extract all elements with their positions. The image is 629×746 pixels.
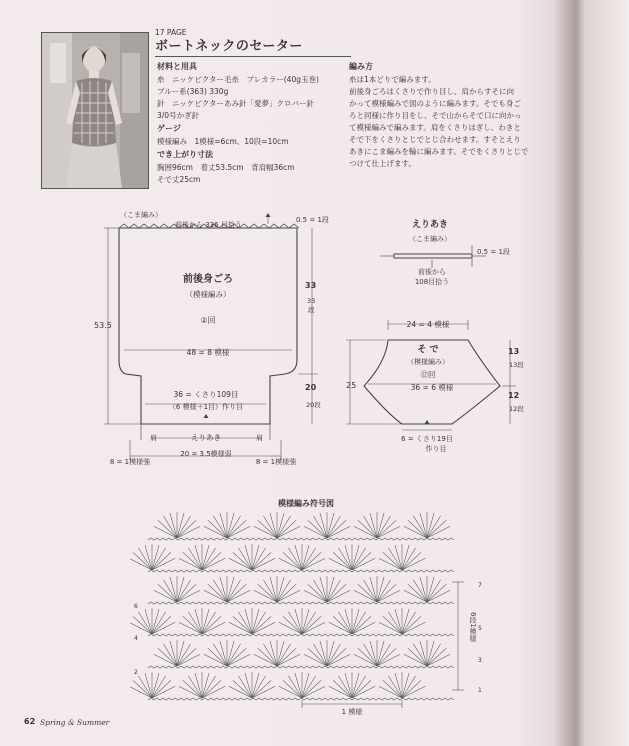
body-pattern: （模様編み） — [185, 290, 231, 299]
body-bottom-right: 8 = 1模様強 — [255, 458, 297, 466]
chart-title: 模様編み符号図 — [278, 499, 334, 508]
method-line: つけて仕上げます。 — [349, 159, 416, 168]
chart-row-number-left: 6 — [134, 603, 138, 610]
size-line: そで丈25cm — [157, 175, 201, 184]
model-photo-graphic — [42, 33, 148, 188]
method-heading: 編み方 — [349, 62, 373, 71]
page-ref: 17 PAGE — [155, 28, 187, 37]
sleeve-cap-height: 13 — [508, 347, 520, 356]
sleeve-lower-height: 12 — [508, 391, 520, 400]
page-number: 62 — [24, 717, 36, 726]
chart-side-label: 6段1模様 — [469, 612, 477, 642]
sleeve-pattern: （模様編み） — [407, 358, 449, 366]
method-line: あきにこま編みを輪に編みます。そでをくさりとじで — [349, 147, 529, 156]
sleeve-cap-rows: 13段 — [509, 361, 524, 369]
stitch-chart — [130, 512, 510, 722]
body-shoulder-right: 肩 — [256, 434, 263, 442]
neck-name: えりあき — [411, 220, 449, 230]
body-height-upper: 33 — [305, 281, 317, 290]
neck-pattern: （こま編み） — [409, 235, 451, 243]
body-lower-rows: 20段 — [306, 401, 321, 409]
method-line: て模様編みで編みます。肩をくさりはぎし、わきと — [349, 123, 521, 132]
body-name: 前後身ごろ — [183, 274, 233, 285]
chart-row-number: 5 — [478, 625, 482, 632]
title-rule — [155, 56, 351, 57]
chart-row-number: 1 — [478, 687, 482, 694]
chart-row-number-left: 2 — [134, 669, 138, 676]
sleeve-name: そ で — [417, 345, 439, 355]
series-name: Spring & Summer — [40, 718, 110, 727]
sleeve-count: ⑫回 — [420, 370, 436, 379]
neck-pickup-count: 108目拾う — [414, 278, 450, 286]
body-cast-on: 36 = くさり109目 — [173, 390, 239, 399]
neck-diagram — [360, 210, 510, 290]
materials-heading: 材料と用具 — [157, 62, 197, 71]
neck-rows: 0.5 = 1段 — [477, 248, 510, 256]
method-line: かって模様編みで図のように編みます。そでも身ご — [349, 99, 521, 108]
chart-row-number: 7 — [478, 582, 482, 589]
materials-line: ブルー系(363) 330g — [157, 87, 229, 96]
neck-band — [394, 254, 472, 258]
body-top-rows: 0.5 = 1段 — [296, 216, 329, 224]
body-bottom-center: 20 = 3.5模様弱 — [180, 450, 232, 458]
body-start-label: 前後から 336 目拾う — [175, 221, 242, 229]
body-height-total: 53.5 — [94, 321, 112, 330]
sleeve-mid-width: 36 = 6 模様 — [410, 383, 454, 392]
body-neck-label: えりあき — [191, 433, 221, 442]
method-line: 前後身ごろはくさりで作り目し、肩からすそに向 — [349, 87, 514, 96]
body-bottom-left: 8 = 1模様強 — [109, 458, 151, 466]
sleeve-top-width: 24 = 4 模様 — [406, 320, 450, 329]
gauge-heading: ゲージ — [157, 124, 181, 133]
size-heading: でき上がり寸法 — [157, 150, 213, 159]
chart-bottom-label: 1 模様 — [341, 708, 363, 716]
chart-row-number-left: 4 — [134, 635, 138, 642]
sleeve-lower-rows: 12段 — [509, 405, 524, 413]
model-photo — [41, 32, 149, 189]
materials-line: 糸 ニッケビクター毛糸 プレカラー(40g玉巻) — [157, 75, 319, 84]
sleeve-diagram — [340, 310, 540, 460]
body-upper-rows-unit: 段 — [308, 306, 315, 314]
sleeve-cast-on: 6 = くさり19目 — [401, 435, 453, 443]
chart-row-number: 3 — [478, 657, 482, 664]
body-height-lower: 20 — [305, 383, 317, 392]
method-line: 糸は1本どりで編みます。 — [349, 75, 436, 84]
size-line: 胸囲96cm 着丈53.5cm 背肩幅36cm — [157, 163, 295, 172]
gauge-line: 模様編み 1模様=6cm、10段=10cm — [157, 137, 289, 146]
body-count: ②回 — [200, 316, 216, 325]
body-upper-rows: 33 — [307, 297, 316, 305]
materials-line: 3/0号かぎ針 — [157, 111, 200, 120]
page-title: ボートネックのセーター — [155, 39, 303, 54]
body-shoulder-left: 肩 — [150, 434, 157, 442]
body-zigzag-label: （こま編み） — [120, 211, 162, 219]
method-line: そで下をくさりとじでとじ合わせます。すそとえり — [349, 135, 521, 144]
method-line: ろと同様に作り目をし、そで山からそで口に向かっ — [349, 111, 522, 120]
body-diagram — [0, 200, 340, 480]
body-cast-on-detail: （6 模様＋1目）作り目 — [168, 403, 244, 411]
stitch-symbols — [130, 512, 454, 700]
materials-line: 針 ニッケビクターあみ針「愛夢」クロバー針 — [157, 99, 315, 108]
body-chest-width: 48 = 8 模様 — [186, 348, 230, 357]
sleeve-cast-on-detail: 作り目 — [425, 445, 447, 453]
sleeve-height-total: 25 — [346, 381, 357, 390]
neck-pickup: 前後から — [418, 268, 446, 276]
